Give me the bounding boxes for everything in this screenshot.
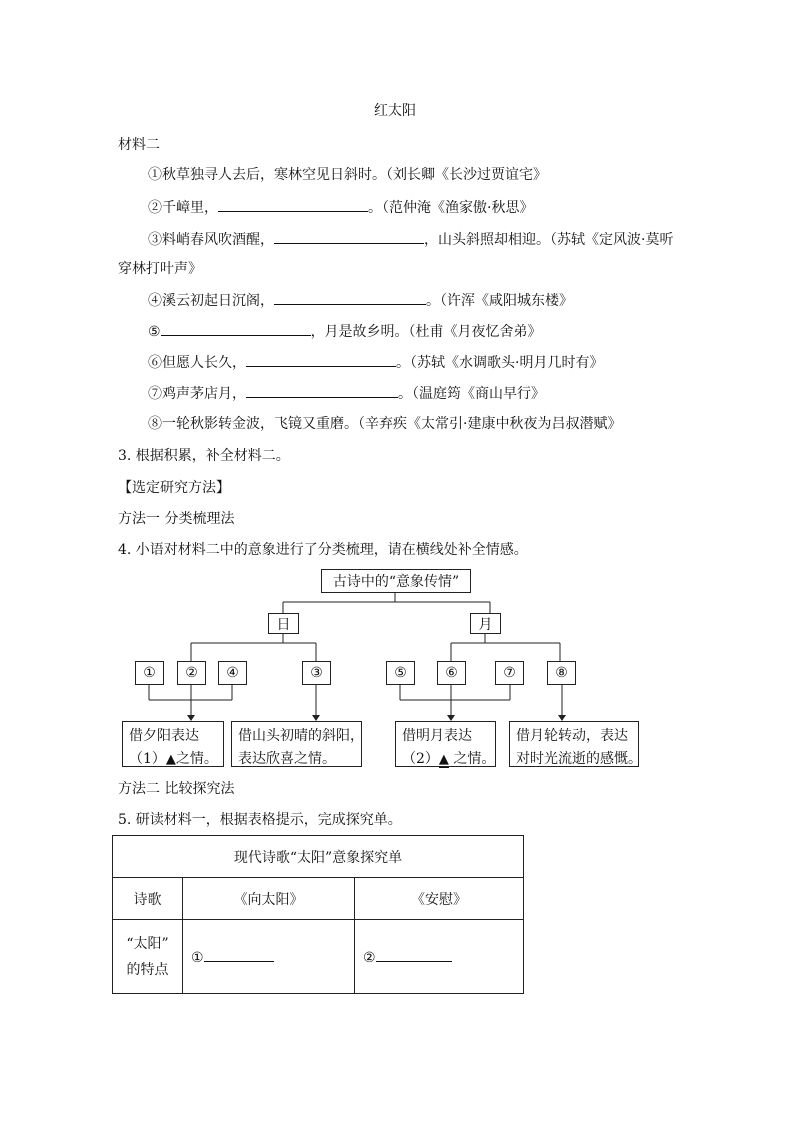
row-label-line: “太阳”: [126, 935, 169, 952]
inquiry-table: [112, 835, 524, 994]
box-text-answer: （1）▲之情。: [129, 751, 218, 767]
box-text-answer: （2）▲ 之情。: [402, 751, 496, 767]
line-source: 。（温庭筠《商山早行》: [398, 386, 545, 402]
line-text: ④溪云初起日沉阁，: [148, 293, 274, 309]
answer-blank-2[interactable]: [376, 947, 452, 962]
poem-line-3-cont: 穿林打叶声》: [118, 261, 202, 277]
emotion-box-2: [231, 721, 362, 767]
question-4: 4. 小语对材料二中的意象进行了分类梳理，请在横线处补全情感。: [118, 542, 528, 558]
emotion-box-3: [395, 721, 496, 767]
box-text: 借夕阳表达: [129, 728, 199, 744]
table-caption: 现代诗歌“太阳”意象探究单: [113, 836, 524, 878]
material-heading: 材料二: [118, 137, 160, 153]
poem-node-6: ⑥: [437, 661, 466, 685]
line-source: （辛弃疾《太常引·建康中秋夜为吕叔潜赋》: [358, 416, 622, 432]
line-text: ①秋草独寻人去后，寒林空见日斜时。: [148, 167, 386, 183]
poem-node-4: ④: [218, 661, 247, 685]
line-source: ，山头斜照却相迎。（苏轼《定风波·莫听: [424, 232, 674, 248]
box-text: 借明月表达: [402, 728, 472, 744]
poem-node-1: ①: [135, 661, 164, 685]
line-text: ⑧一轮秋影转金波，飞镜又重磨。: [148, 416, 358, 432]
poem-node-5: ⑤: [386, 661, 415, 685]
line-text: ⑦鸡声茅店月，: [148, 386, 246, 402]
poem-node-7: ⑦: [495, 661, 524, 685]
line-source: 。（许浑《咸阳城东楼》: [426, 293, 573, 309]
row-label: [113, 920, 183, 994]
page-title: 红太阳: [374, 103, 416, 119]
question-5: 5. 研读材料一，根据表格提示，完成探究单。: [118, 812, 402, 828]
poem-node-8: ⑧: [547, 661, 576, 685]
poem-node-2: ②: [177, 661, 206, 685]
triangle-icon[interactable]: ▲: [438, 752, 449, 767]
line-text: ⑤: [148, 324, 161, 340]
moon-node: 月: [470, 613, 501, 634]
header-poem-2: 《安慰》: [355, 878, 524, 920]
poem-node-3: ③: [302, 661, 331, 685]
box-text: 表达欣喜之情。: [238, 751, 336, 767]
triangle-icon[interactable]: ▲: [165, 752, 176, 767]
emotion-box-4: [509, 721, 642, 767]
method-1: 方法一 分类梳理法: [118, 511, 235, 527]
answer-cell-1: [183, 920, 355, 994]
header-poem-1: 《向太阳》: [183, 878, 355, 920]
method-2: 方法二 比较探究法: [118, 781, 235, 797]
line-source: 。（范仲淹《渔家傲·秋思》: [368, 200, 534, 216]
answer-number: ①: [191, 950, 204, 966]
line-source: ，月是故乡明。（杜甫《月夜忆舍弟》: [310, 324, 542, 340]
box-text: 借山头初晴的斜阳，: [238, 728, 364, 744]
line-text: ②千嶂里，: [148, 200, 218, 216]
answer-blank-1[interactable]: [204, 947, 274, 962]
diagram-root: 古诗中的“意象传情”: [321, 569, 471, 593]
row-label-line: 的特点: [126, 961, 169, 978]
box-text: 对时光流逝的感慨。: [516, 751, 642, 767]
line-source: （刘长卿《长沙过贾谊宅》: [386, 167, 547, 183]
line-text: ③料峭春风吹酒醒，: [148, 232, 274, 248]
question-3: 3. 根据积累，补全材料二。: [118, 448, 290, 464]
answer-cell-2: [355, 920, 524, 994]
answer-number: ②: [363, 950, 376, 966]
header-poem: 诗歌: [113, 878, 183, 920]
box-text: 借月轮转动，表达: [516, 728, 628, 744]
line-text: ⑥但愿人长久，: [148, 355, 246, 371]
section-heading: 【选定研究方法】: [118, 480, 230, 496]
sun-node: 日: [268, 613, 299, 634]
emotion-box-1: [122, 721, 224, 767]
line-source: 。（苏轼《水调歌头·明月几时有》: [396, 355, 604, 371]
